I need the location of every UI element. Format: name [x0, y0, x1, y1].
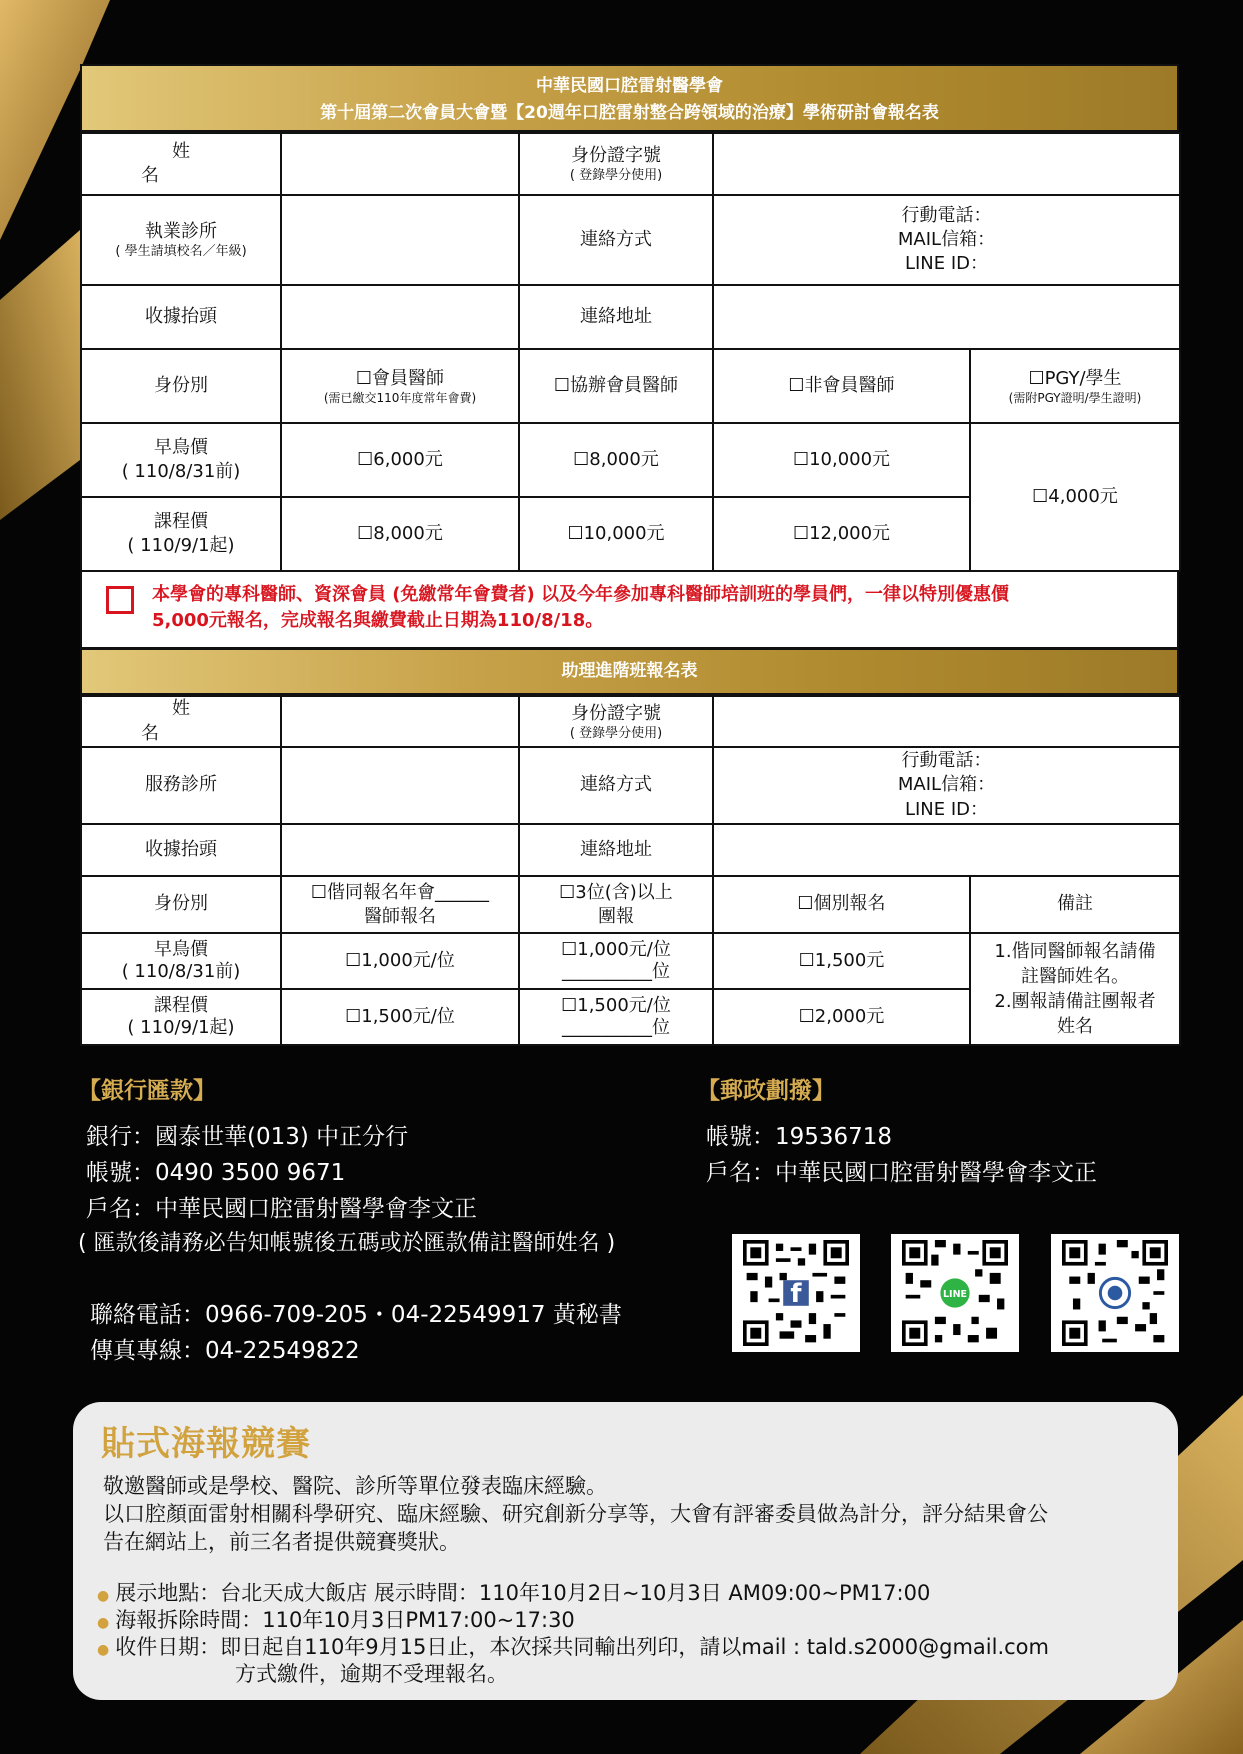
non-member-checkbox[interactable]: ☐非會員醫師	[713, 349, 970, 423]
pgy-student-checkbox[interactable]: ☐PGY/學生 (需附PGY證明/學生證明)	[970, 349, 1180, 423]
contact-phone: 聯絡電話：0966-709-205・04-22549917 黃秘書	[90, 1302, 622, 1328]
poster-item-2: ● 海報拆除時間：110年10月3日PM17:00~17:30	[97, 1608, 575, 1632]
remark-header: 備註	[970, 876, 1180, 933]
receipt-label: 收據抬頭	[81, 285, 281, 349]
early-bird-label: 早鳥價 ( 110/8/31前)	[81, 423, 281, 497]
address-input-cell[interactable]	[713, 824, 1180, 876]
id-input-cell[interactable]	[713, 696, 1180, 747]
notice-line-1: 本學會的專科醫師、資深會員 (免繳常年會費者) 以及今年參加專科醫師培訓班的學員們，一律以特別優惠價	[152, 584, 1009, 605]
form-banner	[80, 64, 1179, 132]
early-member-price[interactable]: ☐6,000元	[281, 423, 519, 497]
facebook-qr-icon[interactable]	[732, 1234, 860, 1352]
special-offer-checkbox[interactable]	[106, 586, 134, 614]
special-offer-notice	[80, 572, 1179, 649]
identity-label: 身份別	[81, 876, 281, 933]
assistant-form-banner: 助理進階班報名表	[80, 648, 1179, 695]
course-price-label: 課程價 ( 110/9/1起)	[81, 497, 281, 571]
course-member-price[interactable]: ☐8,000元	[281, 497, 519, 571]
conference-registration-form	[80, 64, 1179, 649]
bank-holder: 戶名：中華民國口腔雷射醫學會李文正	[86, 1196, 477, 1222]
clinic-input-cell[interactable]	[281, 747, 519, 824]
poster-intro-2: 以口腔顏面雷射相關科學研究、臨床經驗、研究創新分享等，大會有評審委員做為計分，評分結果會公	[103, 1502, 1048, 1526]
address-input-cell[interactable]	[713, 285, 1180, 349]
poster-competition-panel	[73, 1402, 1178, 1700]
course-assoc-price[interactable]: ☐10,000元	[519, 497, 713, 571]
early-accompany-price[interactable]: ☐1,000元/位	[281, 933, 519, 989]
poster-intro-3: 告在網站上，前三名者提供競賽獎狀。	[103, 1530, 460, 1554]
bullet-icon: ●	[97, 1588, 110, 1604]
member-checkbox[interactable]: ☐會員醫師 (需已繳交110年度常年會費)	[281, 349, 519, 423]
pgy-price[interactable]: ☐4,000元	[970, 423, 1180, 571]
name-label: 姓名	[81, 696, 281, 747]
line-id-label: LINE ID：	[904, 253, 989, 275]
clinic-label: 執業診所 ( 學生請填校名／年級)	[81, 195, 281, 285]
postal-account: 帳號：19536718	[706, 1124, 893, 1150]
poster-item-1: ● 展示地點：台北天成大飯店 展示時間：110年10月2日~10月3日 AM09:00~PM17:00	[97, 1581, 931, 1605]
registration-table	[80, 132, 1181, 572]
contact-label: 連絡方式	[519, 195, 713, 285]
early-individual-price[interactable]: ☐1,500元	[713, 933, 970, 989]
bullet-icon: ●	[97, 1642, 110, 1658]
name-label: 姓名	[81, 133, 281, 195]
clinic-input-cell[interactable]	[281, 195, 519, 285]
mobile-label: 行動電話：	[901, 204, 992, 226]
poster-item-3: ● 收件日期：即日起自110年9月15日止，本次採共同輸出列印，請以mail : tald.s2000@gmail.com	[97, 1635, 1049, 1659]
mobile-label: 行動電話：	[901, 750, 992, 772]
bank-note: ( 匯款後請務必告知帳號後五碼或於匯款備註醫師姓名 )	[78, 1231, 616, 1256]
id-input-cell[interactable]	[713, 133, 1180, 195]
svg-text:LINE: LINE	[942, 1289, 968, 1301]
poster-title: 貼式海報競賽	[101, 1424, 311, 1464]
group-checkbox[interactable]: ☐3位(含)以上 團報	[519, 876, 713, 933]
society-name: 中華民國口腔雷射醫學會	[536, 76, 723, 96]
service-clinic-label: 服務診所	[81, 747, 281, 824]
id-label: 身份證字號 ( 登錄學分使用)	[519, 133, 713, 195]
id-label: 身份證字號 ( 登錄學分使用)	[519, 696, 713, 747]
mail-label: MAIL信箱：	[897, 228, 996, 250]
assistant-registration-form	[80, 648, 1179, 1046]
assistant-table	[80, 695, 1181, 1046]
line-id-label: LINE ID：	[904, 798, 989, 820]
svg-text:f: f	[790, 1279, 802, 1310]
address-label: 連絡地址	[519, 824, 713, 876]
fax-number: 傳真專線：04-22549822	[90, 1338, 360, 1364]
poster-intro-1: 敬邀醫師或是學校、醫院、診所等單位發表臨床經驗。	[103, 1474, 607, 1498]
form-title: 第十屆第二次會員大會暨【20週年口腔雷射整合跨領域的治療】學術研討會報名表	[320, 103, 939, 123]
receipt-input-cell[interactable]	[281, 285, 519, 349]
poster-item-3-cont: 方式繳件，逾期不受理報名。	[235, 1662, 508, 1686]
postal-transfer-title: 【郵政劃撥】	[697, 1078, 835, 1104]
course-group-price[interactable]: ☐1,500元/位 __________位	[519, 989, 713, 1045]
bank-account: 帳號：0490 3500 9671	[86, 1160, 346, 1186]
course-price-label: 課程價 ( 110/9/1起)	[81, 989, 281, 1045]
contact-input-cell[interactable]	[713, 195, 1180, 285]
line-qr-icon[interactable]	[891, 1234, 1019, 1352]
mail-label: MAIL信箱：	[897, 774, 996, 796]
early-group-price[interactable]: ☐1,000元/位 __________位	[519, 933, 713, 989]
individual-checkbox[interactable]: ☐個別報名	[713, 876, 970, 933]
address-label: 連絡地址	[519, 285, 713, 349]
bullet-icon: ●	[97, 1615, 110, 1631]
postal-holder: 戶名：中華民國口腔雷射醫學會李文正	[706, 1160, 1097, 1186]
course-individual-price[interactable]: ☐2,000元	[713, 989, 970, 1045]
course-accompany-price[interactable]: ☐1,500元/位	[281, 989, 519, 1045]
notice-line-2: 5,000元報名，完成報名與繳費截止日期為110/8/18。	[152, 610, 604, 631]
early-bird-label: 早鳥價 ( 110/8/31前)	[81, 933, 281, 989]
accompany-checkbox[interactable]: ☐偕同報名年會______ 醫師報名	[281, 876, 519, 933]
remark-notes: 1.偕同醫師報名請備 註醫師姓名。 2.團報請備註團報者 姓名	[970, 933, 1180, 1045]
society-qr-icon[interactable]	[1051, 1234, 1179, 1352]
name-input-cell[interactable]	[281, 696, 519, 747]
identity-label: 身份別	[81, 349, 281, 423]
receipt-label: 收據抬頭	[81, 824, 281, 876]
contact-input-cell[interactable]	[713, 747, 1180, 824]
name-input-cell[interactable]	[281, 133, 519, 195]
early-assoc-price[interactable]: ☐8,000元	[519, 423, 713, 497]
contact-label: 連絡方式	[519, 747, 713, 824]
receipt-input-cell[interactable]	[281, 824, 519, 876]
bank-name: 銀行：國泰世華(013) 中正分行	[86, 1124, 409, 1150]
course-nonmember-price[interactable]: ☐12,000元	[713, 497, 970, 571]
bank-transfer-title: 【銀行匯款】	[78, 1078, 216, 1104]
early-nonmember-price[interactable]: ☐10,000元	[713, 423, 970, 497]
assoc-member-checkbox[interactable]: ☐協辦會員醫師	[519, 349, 713, 423]
